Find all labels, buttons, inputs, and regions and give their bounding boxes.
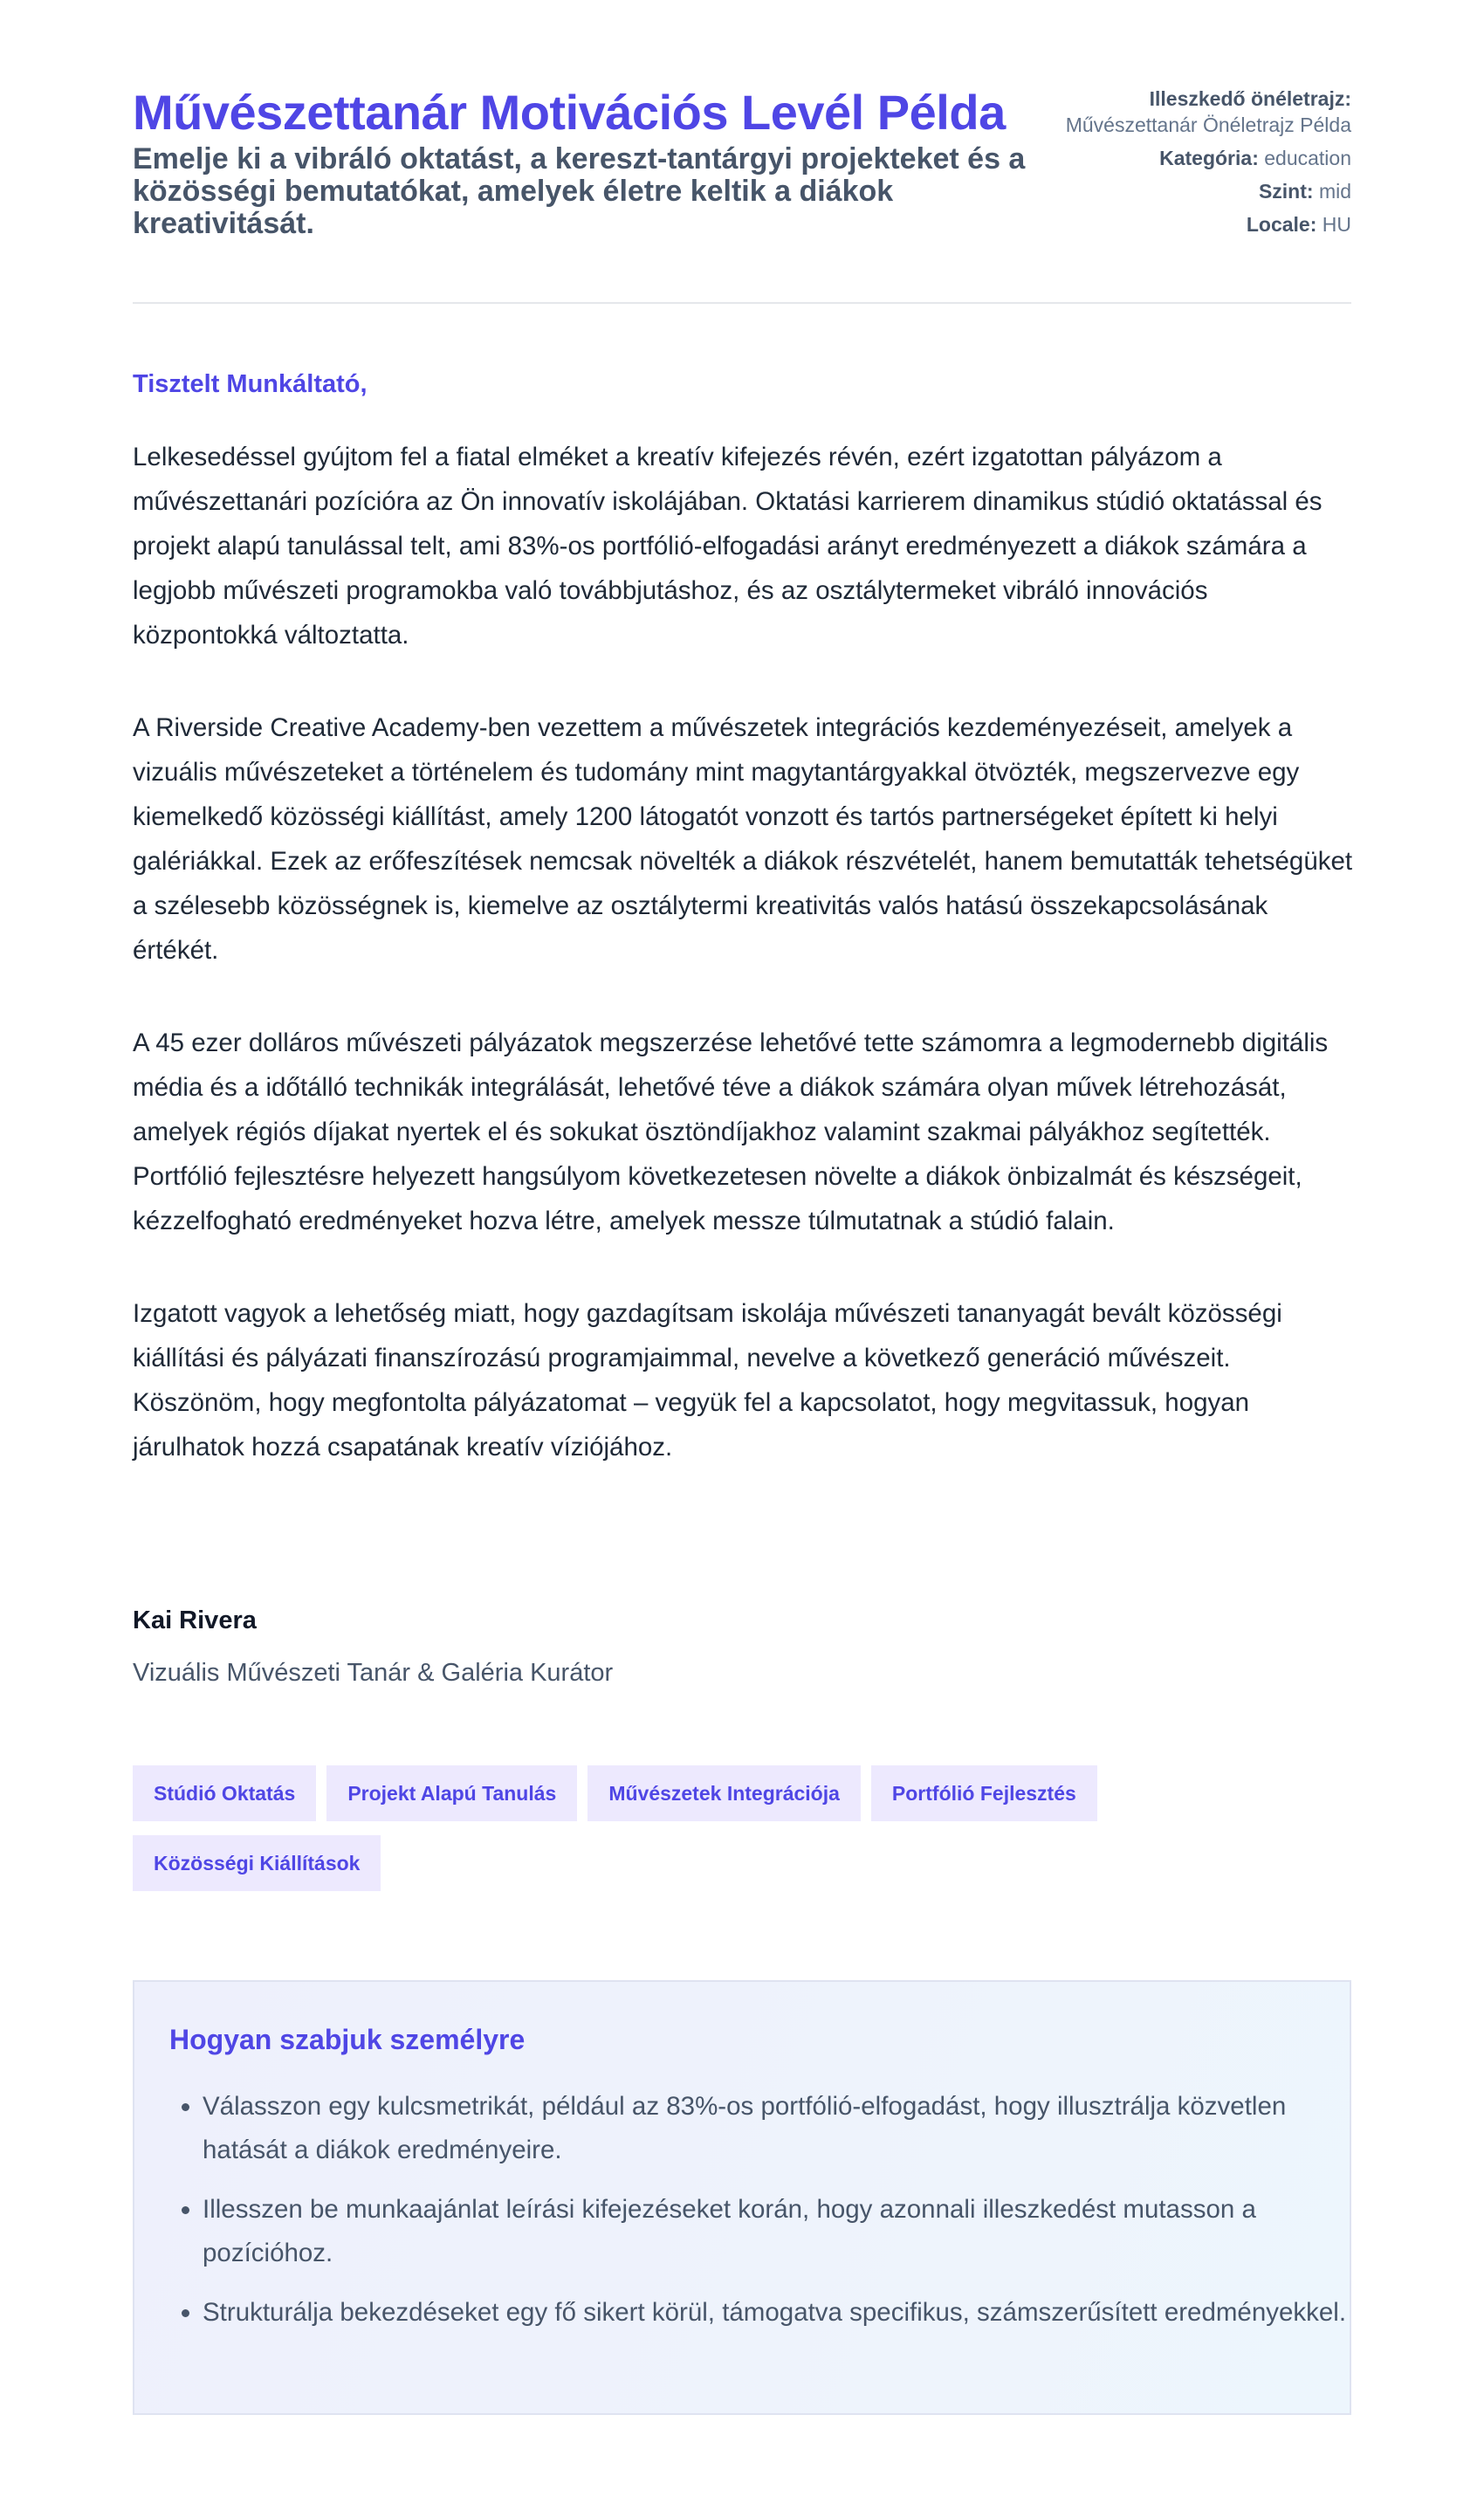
tips-list — [169, 2085, 1355, 2350]
skill-tags — [133, 1765, 1351, 1905]
signature-name: Kai Rivera — [133, 1606, 257, 1634]
letter-body — [133, 435, 1355, 1517]
meta-resume-value[interactable]: Művészettanár Önéletrajz Példa — [1065, 114, 1351, 136]
meta-locale-value: HU — [1322, 213, 1351, 236]
letter-paragraph: Izgatott vagyok a lehetőség miatt, hogy gazdagítsam iskolája művészeti tananyagát bevált közösségi kiállítási és pályázati finanszírozású programjaimmal, nevelve a következő generáció művészeit. Köszönöm, hogy megfontolta pályázatomat – vegyük fel a kapcsolatot, hogy megvitassuk, hogyan járulhatok hozzá csapatának kreatív víziójához. — [133, 1299, 1282, 1462]
meta-resume-label: Illeszkedő önéletrajz: — [1149, 87, 1351, 110]
meta-locale-label: Locale: — [1246, 213, 1317, 236]
tip-item: • Strukturálja bekezdéseket egy fő sikert körül, támogatva specifikus, számszerűsített eredményekkel. — [203, 2291, 1355, 2335]
meta-level — [1063, 178, 1351, 204]
tips-title: Hogyan szabjuk személyre — [169, 2024, 526, 2055]
tip-item: • Illesszen be munkaajánlat leírási kifejezéseket korán, hogy azonnali illeszkedést mutasson a pozícióhoz. — [203, 2188, 1355, 2275]
meta-resume — [1063, 86, 1351, 138]
header-divider — [133, 302, 1351, 304]
page-header — [133, 82, 1351, 304]
meta-info — [1063, 86, 1351, 244]
skill-tag: Portfólió Fejlesztés — [871, 1765, 1097, 1821]
letter-paragraph: A Riverside Creative Academy-ben vezettem a művészetek integrációs kezdeményezéseit, amelyek a vizuális művészeteket a történelem és tudomány mint magytantárgyakkal ötvözték, megszervezve egy kiemelkedő közösségi kiállítást, amely 1200 látogatót vonzott és tartós partnerségeket épített ki helyi galériákkal. Ezek az erőfeszítések nemcsak növelték a diákok részvételét, hanem bemutatták tehetségüket a szélesebb közösségnek is, kiemelve az osztálytermi kreativitás valós hatású összekapcsolásának értékét. — [133, 713, 1353, 965]
meta-locale — [1063, 211, 1351, 237]
skill-tag: Projekt Alapú Tanulás — [326, 1765, 577, 1821]
tip-item: • Válasszon egy kulcsmetrikát, például az 83%-os portfólió-elfogadást, hogy illusztrálja közvetlen hatását a diákok eredményeire. — [203, 2085, 1355, 2172]
meta-category-label: Kategória: — [1159, 147, 1259, 169]
skill-tag: Közösségi Kiállítások — [133, 1835, 381, 1891]
meta-category — [1063, 145, 1351, 171]
skill-tag: Stúdió Oktatás — [133, 1765, 316, 1821]
meta-category-value: education — [1264, 147, 1351, 169]
skill-tag: Művészetek Integrációja — [587, 1765, 861, 1821]
page-title: Művészettanár Motivációs Levél Példa — [133, 85, 1006, 140]
letter-paragraph: Lelkesedéssel gyújtom fel a fiatal elméket a kreatív kifejezés révén, ezért izgatottan pályázom a művészettanári pozícióra az Ön innovatív iskolájában. Oktatási karrierem dinamikus stúdió oktatással és projekt alapú tanulással telt, ami 83%-os portfólió-elfogadási arányt eredményezett a diákok számára a legjobb művészeti programokba való továbbjutáshoz, és az osztálytermeket vibráló innovációs központokká változtatta. — [133, 443, 1323, 650]
signature-title: Vizuális Művészeti Tanár & Galéria Kurátor — [133, 1659, 614, 1687]
customization-tips-box — [133, 1980, 1351, 2415]
letter-greeting: Tisztelt Munkáltató, — [133, 370, 368, 398]
letter-paragraph: A 45 ezer dolláros művészeti pályázatok megszerzése lehetővé tette számomra a legmodernebb digitális média és a időtálló technikák integrálását, lehetővé téve a diákok számára olyan művek létrehozását, amelyek régiós díjakat nyertek el és sokukat ösztöndíjakhoz valamint szakmai pályákhoz segítették. Portfólió fejlesztésre helyezett hangsúlyom következetesen növelte a diákok önbizalmát és készségeit, kézzelfogható eredményeket hozva létre, amelyek messze túlmutatnak a stúdió falain. — [133, 1028, 1329, 1235]
page-subtitle: Emelje ki a vibráló oktatást, a kereszt-tantárgyi projekteket és a közösségi bemutatókat, amelyek életre keltik a diákok kreativitását. — [133, 142, 1026, 240]
meta-level-label: Szint: — [1258, 180, 1314, 203]
meta-level-value: mid — [1318, 180, 1351, 203]
